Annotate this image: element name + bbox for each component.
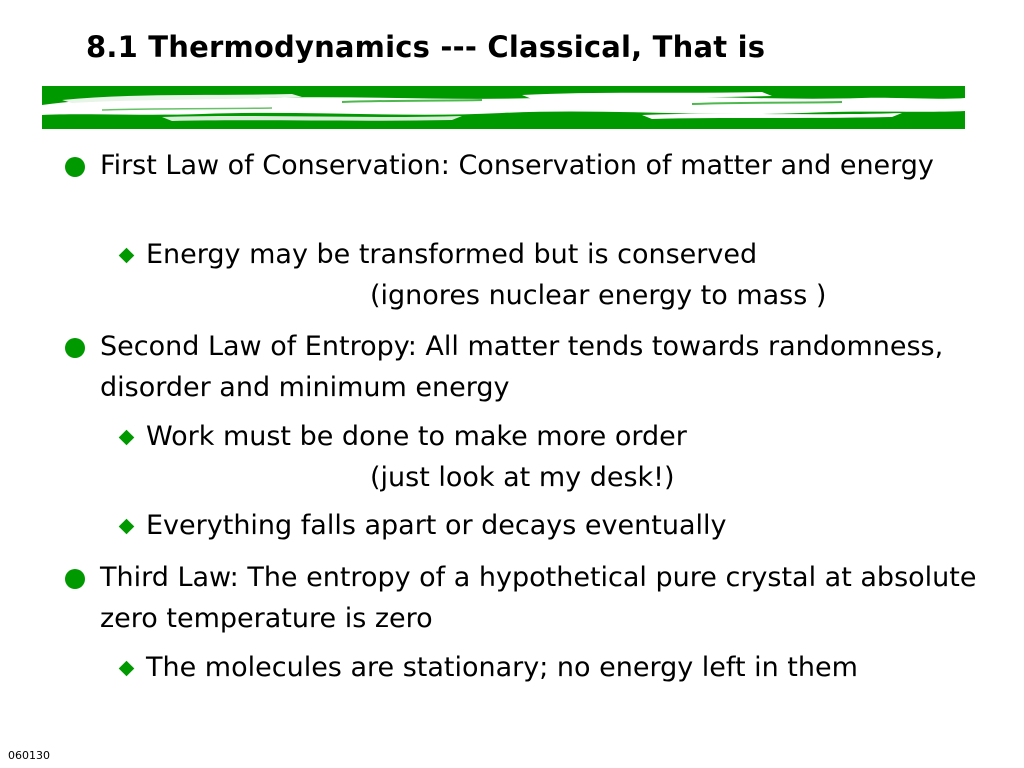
sub-bullet-decay (146, 505, 976, 546)
title-decoration-bar (42, 86, 965, 129)
sub-bullet-text: The molecules are stationary; no energy left in them (146, 652, 858, 683)
bullet-text: Second Law of Entropy: All matter tends towards randomness, disorder and minimum energy (100, 331, 944, 403)
sub-bullet-energy-conserved (146, 234, 976, 316)
sub-bullet-text: Energy may be transformed but is conserved (146, 239, 758, 270)
bullet-first-law (100, 145, 980, 186)
sub-bullet-text: Work must be done to make more order (146, 421, 687, 452)
bullet-dot-icon (65, 569, 85, 589)
sub-bullet-stationary (146, 647, 976, 688)
bullet-dot-icon (65, 338, 85, 358)
diamond-bullet-icon (119, 430, 135, 446)
diamond-bullet-icon (119, 661, 135, 677)
slide-title: 8.1 Thermodynamics --- Classical, That is (86, 30, 766, 64)
diamond-bullet-icon (119, 519, 135, 535)
sub-bullet-text: Everything falls apart or decays eventually (146, 510, 727, 541)
diamond-bullet-icon (119, 248, 135, 264)
bullet-dot-icon (65, 157, 85, 177)
bullet-text: First Law of Conservation: Conservation of matter and energy (100, 150, 934, 181)
bullet-third-law (100, 557, 980, 639)
sub-bullet-note: (just look at my desk!) (370, 462, 675, 493)
bullet-text: Third Law: The entropy of a hypothetical pure crystal at absolute zero temperature is zero (100, 562, 977, 634)
sub-bullet-work-order (146, 416, 976, 498)
sub-bullet-note: (ignores nuclear energy to mass ) (370, 280, 827, 311)
footer-code: 060130 (8, 749, 50, 762)
bullet-second-law (100, 326, 980, 408)
